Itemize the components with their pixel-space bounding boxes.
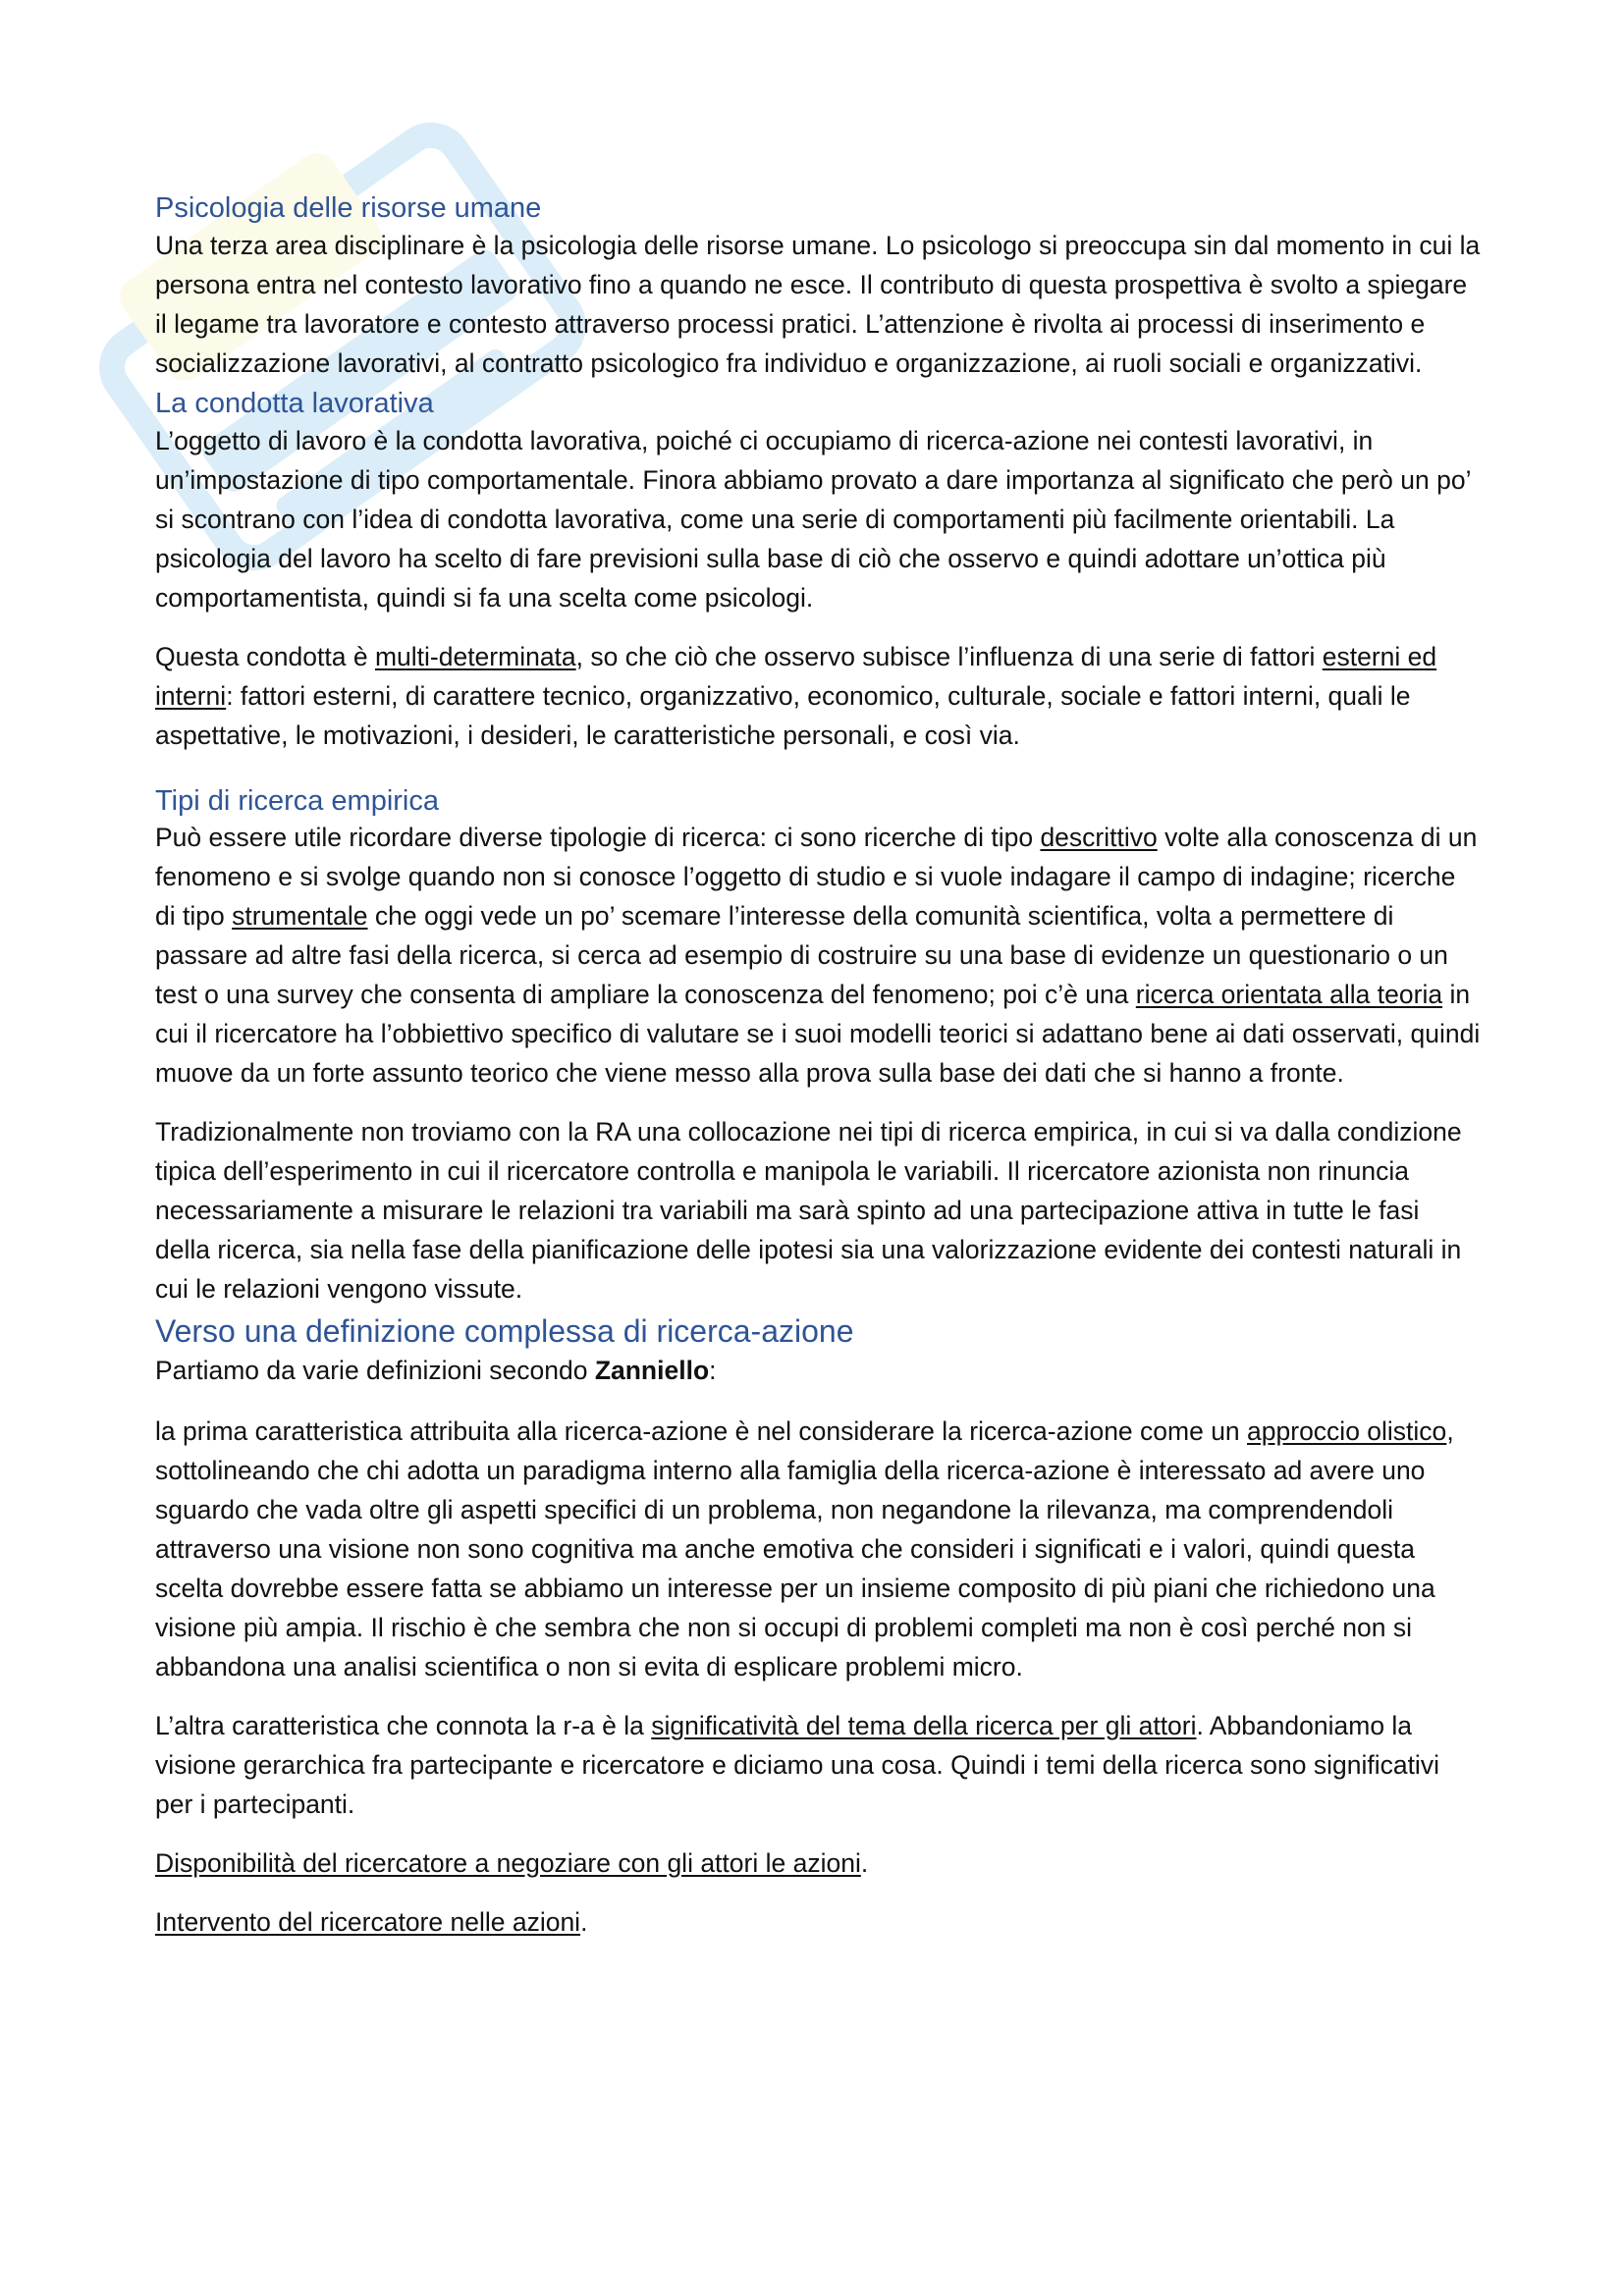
paragraph bbox=[155, 818, 1481, 1093]
text-run: . Abbandoniamo la visione gerarchica fra partecipante e ricercatore e diciamo una cosa. Quindi i temi della ricerca sono significativi per i partecipanti. bbox=[155, 1710, 1439, 1819]
text-run: la prima caratteristica attribuita alla ricerca-azione è nel considerare la ricerca-azione come un bbox=[155, 1415, 1248, 1446]
text-run: , so che ciò che osservo subisce l’influenza di una serie di fattori bbox=[575, 641, 1323, 671]
text-run: L’oggetto di lavoro è la condotta lavorativa, poiché ci occupiamo di ricerca-azione nei contesti lavorativi, in un’impostazione di tipo comportamentale. Finora abbiamo provato a dare importanza al significato che però un po’ si scontrano con l’idea di condotta lavorativa, come una serie di comportamenti più facilmente orientabili. La psicologia del lavoro ha scelto di fare previsioni sulla base di ciò che osservo e quindi adottare un’ottica più comportamentista, quindi si fa una scelta come psicologi. bbox=[155, 425, 1471, 613]
paragraph bbox=[155, 421, 1481, 617]
underlined-phrase: strumentale bbox=[232, 901, 368, 932]
section-psicologia-risorse-umane bbox=[155, 226, 1481, 383]
paragraph bbox=[155, 1902, 1481, 1942]
text-run: : bbox=[709, 1355, 717, 1385]
text-run: che oggi vede un po’ scemare l’interesse della comunità scientifica, volta a permettere di passare ad altre fasi della ricerca, si cerca ad esempio di costruire su una base di evidenze un questionario o un test o una survey che consenta di ampliare la conoscenza del fenomeno; poi c’è una bbox=[155, 901, 1448, 1010]
paragraph bbox=[155, 1706, 1481, 1824]
underlined-phrase: ricerca orientata alla teoria bbox=[1135, 980, 1443, 1010]
heading-definizione-ricerca-azione: Verso una definizione complessa di ricerca-azione bbox=[155, 1313, 854, 1350]
document-body bbox=[155, 191, 1481, 1942]
text-run: Può essere utile ricordare diverse tipologie di ricerca: ci sono ricerche di tipo bbox=[155, 823, 1041, 853]
bold-phrase: Zanniello bbox=[594, 1355, 710, 1385]
text-run: : fattori esterni, di carattere tecnico, organizzativo, economico, culturale, sociale e fattori interni, quali le aspettative, le motivazioni, i desideri, le caratteristiche personali, e così via. bbox=[155, 680, 1411, 750]
heading-psicologia-risorse-umane: Psicologia delle risorse umane bbox=[155, 192, 542, 224]
underlined-phrase: Intervento del ricercatore nelle azioni bbox=[155, 1906, 581, 1937]
text-run: Tradizionalmente non troviamo con la RA una collocazione nei tipi di ricerca empirica, in cui si va dalla condizione tipica dell’esperimento in cui il ricercatore controlla e manipola le variabili. Il ricercatore azionista non rinuncia necessariamente a misurare le relazioni tra variabili ma sarà spinto ad una partecipazione attiva in tutte le fasi della ricerca, sia nella fase della pianificazione delle ipotesi sia una valorizzazione evidente dei contesti naturali in cui le relazioni vengono vissute. bbox=[155, 1117, 1462, 1305]
underlined-phrase: esterni ed interni bbox=[155, 641, 1437, 711]
text-run: Questa condotta è bbox=[155, 641, 375, 671]
paragraph bbox=[155, 637, 1481, 755]
underlined-phrase: multi-determinata bbox=[374, 641, 576, 671]
underlined-phrase: descrittivo bbox=[1040, 823, 1158, 853]
heading-condotta-lavorativa: La condotta lavorativa bbox=[155, 387, 434, 419]
paragraph bbox=[155, 1843, 1481, 1883]
section-definizione-ricerca-azione bbox=[155, 1351, 1481, 1942]
text-run: Una terza area disciplinare è la psicologia delle risorse umane. Lo psicologo si preoccupa sin dal momento in cui la persona entra nel contesto lavorativo fino a quando ne esce. Il contributo di questa prospettiva è svolto a spiegare il legame tra lavoratore e contesto attraverso processi pratici. L’attenzione è rivolta ai processi di inserimento e socializzazione lavorativi, al contratto psicologico fra individuo e organizzazione, ai ruoli sociali e organizzativi. bbox=[155, 230, 1481, 378]
text-run: volte alla conoscenza di un fenomeno e si svolge quando non si conosce l’oggetto di studio e si vuole indagare il campo di indagine; ricerche di tipo bbox=[155, 823, 1478, 932]
paragraph bbox=[155, 1412, 1481, 1686]
section-condotta-lavorativa bbox=[155, 421, 1481, 755]
text-run: . bbox=[860, 1847, 869, 1878]
paragraph bbox=[155, 1351, 1481, 1390]
paragraph bbox=[155, 226, 1481, 383]
underlined-phrase: approccio olistico bbox=[1247, 1415, 1447, 1446]
text-run: , sottolineando che chi adotta un paradigma interno alla famiglia della ricerca-azione è interessato ad avere uno sguardo che vada oltre gli aspetti specifici di un problema, non negandone la rilevanza, ma comprendendoli attraverso una visione non sono cognitiva ma anche emotiva che consideri i significati e i valori, quindi questa scelta dovrebbe essere fatta se abbiamo un interesse per un insieme composito di più piani che richiedono una visione più ampia. Il rischio è che sembra che non si occupi di problemi completi ma non è così perché non si abbandona una analisi scientifica o non si evita di esplicare problemi micro. bbox=[155, 1415, 1454, 1682]
paragraph bbox=[155, 1112, 1481, 1308]
underlined-phrase: Disponibilità del ricercatore a negoziare con gli attori le azioni bbox=[155, 1847, 861, 1878]
text-run: in cui il ricercatore ha l’obbiettivo specifico di valutare se i suoi modelli teorici si adattano bene ai dati osservati, quindi muove da un forte assunto teorico che viene messo alla prova sulla base dei dati che si hanno a fronte. bbox=[155, 980, 1481, 1089]
text-run: L’altra caratteristica che connota la r-a è la bbox=[155, 1710, 652, 1740]
section-tipi-ricerca-empirica bbox=[155, 818, 1481, 1308]
text-run: Partiamo da varie definizioni secondo bbox=[155, 1355, 595, 1385]
heading-tipi-ricerca-empirica: Tipi di ricerca empirica bbox=[155, 784, 439, 817]
underlined-phrase: significatività del tema della ricerca per gli attori bbox=[651, 1710, 1197, 1740]
text-run: . bbox=[580, 1906, 588, 1937]
